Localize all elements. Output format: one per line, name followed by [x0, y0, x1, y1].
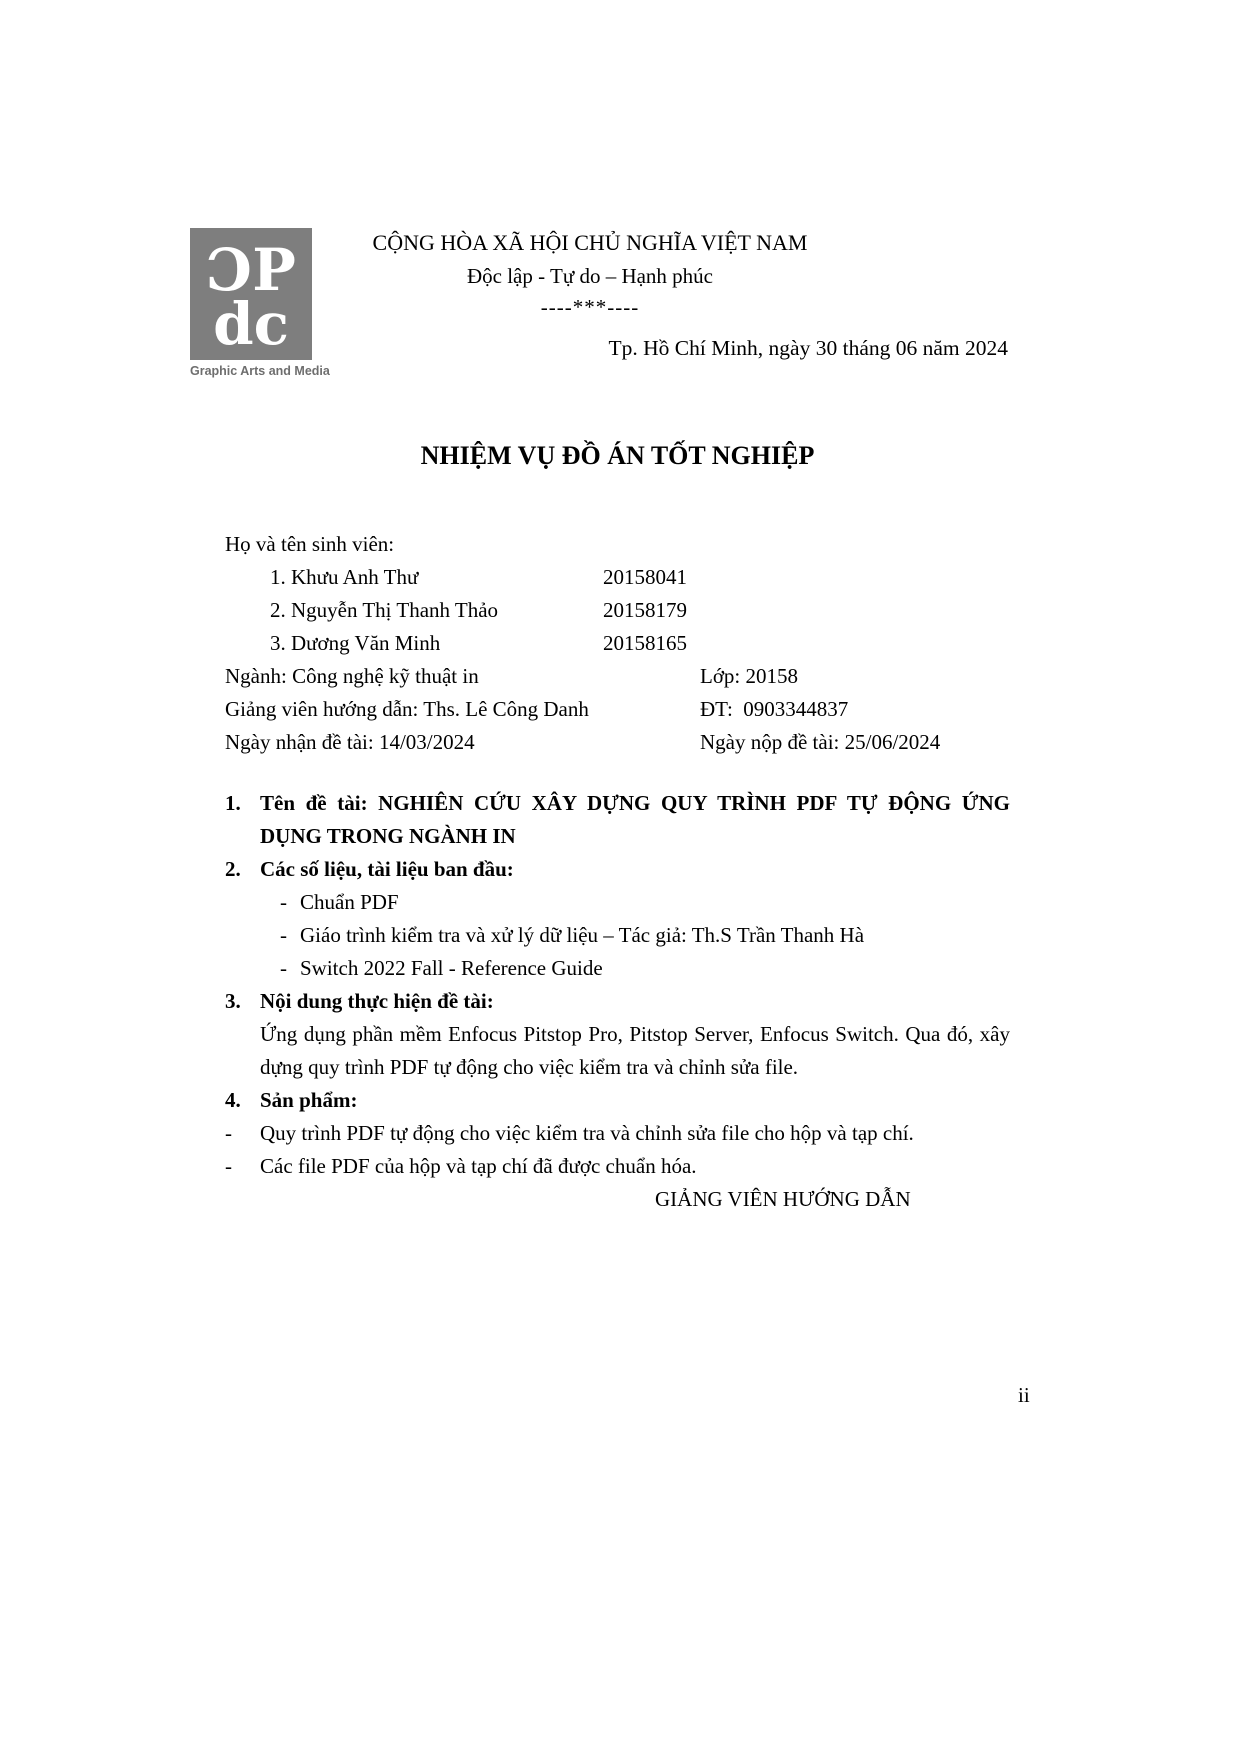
- dash-bullet: -: [280, 923, 287, 947]
- product-text: Quy trình PDF tự động cho việc kiểm tra và chỉnh sửa file cho hộp và tạp chí.: [260, 1121, 914, 1145]
- faculty-logo-icon: [190, 228, 312, 360]
- student-name: 3. Dương Văn Minh: [270, 631, 441, 655]
- student-name: 1. Khưu Anh Thư: [270, 565, 419, 589]
- section-number: 3.: [225, 989, 241, 1013]
- product-item: [225, 1150, 1010, 1183]
- country-title: CỘNG HÒA XÃ HỘI CHỦ NGHĨA VIỆT NAM: [372, 230, 808, 255]
- students-label: Họ và tên sinh viên:: [225, 532, 395, 556]
- section-body: [260, 853, 1010, 985]
- section-heading: Nội dung thực hiện đề tài:: [260, 989, 494, 1013]
- section-heading: Sản phẩm:: [260, 1088, 358, 1112]
- info-row-dates: [225, 726, 1010, 759]
- dash-bullet: -: [280, 890, 287, 914]
- student-id: 20158165: [603, 631, 687, 655]
- student-row: [225, 561, 1010, 594]
- class-field: Lớp: 20158: [700, 664, 799, 688]
- dash-bullet: -: [225, 1154, 232, 1178]
- logo-caption: Graphic Arts and Media: [190, 364, 330, 378]
- phone-field: ĐT: 0903344837: [700, 697, 849, 721]
- info-row-advisor-phone: [225, 693, 1010, 726]
- info-row-major-class: [225, 660, 1010, 693]
- major-field: Ngành: Công nghệ kỹ thuật in: [225, 664, 479, 688]
- national-motto: Độc lập - Tự do – Hạnh phúc: [466, 264, 714, 288]
- numbered-sections: [225, 787, 1010, 1183]
- national-header: [330, 230, 850, 320]
- section-number: 1.: [225, 791, 241, 815]
- list-item: [260, 886, 1010, 919]
- student-row: [225, 627, 1010, 660]
- product-item: [225, 1117, 1010, 1150]
- list-item-text: Giáo trình kiểm tra và xử lý dữ liệu – Tác giả: Th.S Trần Thanh Hà: [300, 923, 865, 947]
- start-date-field: Ngày nhận đề tài: 14/03/2024: [225, 730, 475, 754]
- section-body: [260, 985, 1010, 1084]
- student-name: 2. Nguyễn Thị Thanh Thảo: [270, 598, 499, 622]
- advisor-signature-label: GIẢNG VIÊN HƯỚNG DẪN: [655, 1187, 911, 1211]
- student-id: 20158041: [603, 565, 687, 589]
- advisor-field: Giảng viên hướng dẫn: Ths. Lê Công Danh: [225, 697, 589, 721]
- logo: [190, 228, 330, 378]
- list-item: [260, 919, 1010, 952]
- logo-letters-bottom: dc: [213, 290, 289, 358]
- section-content: [225, 985, 1010, 1084]
- list-item-text: Switch 2022 Fall - Reference Guide: [300, 956, 603, 980]
- logo-letters-top: ƆP: [206, 236, 296, 304]
- section-number: 4.: [225, 1088, 241, 1112]
- dash-bullet: -: [280, 956, 287, 980]
- section-body: [260, 787, 1010, 853]
- student-row: [225, 594, 1010, 627]
- section-products: [225, 1084, 1010, 1117]
- page-number: ii: [1018, 1383, 1030, 1407]
- section-topic: [225, 787, 1010, 853]
- document-title: NHIỆM VỤ ĐỒ ÁN TỐT NGHIỆP: [420, 441, 815, 470]
- section-paragraph: Ứng dụng phần mềm Enfocus Pitstop Pro, Pitstop Server, Enfocus Switch. Qua đó, xây dựng quy trình PDF tự động cho việc kiểm tra và chỉnh sửa file.: [260, 1022, 1010, 1079]
- list-item-text: Chuẩn PDF: [300, 890, 399, 914]
- star-divider: ----***----: [540, 295, 640, 319]
- section-heading: Tên đề tài: NGHIÊN CỨU XÂY DỰNG QUY TRÌNH PDF TỰ ĐỘNG ỨNG DỤNG TRONG NGÀNH IN: [260, 791, 1010, 848]
- product-text: Các file PDF của hộp và tạp chí đã được chuẩn hóa.: [260, 1154, 697, 1178]
- section-heading: Các số liệu, tài liệu ban đầu:: [260, 857, 514, 881]
- due-date-field: Ngày nộp đề tài: 25/06/2024: [700, 730, 941, 754]
- date-line: Tp. Hồ Chí Minh, ngày 30 tháng 06 năm 2024: [608, 336, 1008, 360]
- section-number: 2.: [225, 857, 241, 881]
- student-id: 20158179: [603, 598, 687, 622]
- dash-bullet: -: [225, 1121, 232, 1145]
- document-body: [225, 440, 1010, 1216]
- list-item: [260, 952, 1010, 985]
- section-initial-data: [225, 853, 1010, 985]
- section-body: [260, 1084, 1010, 1117]
